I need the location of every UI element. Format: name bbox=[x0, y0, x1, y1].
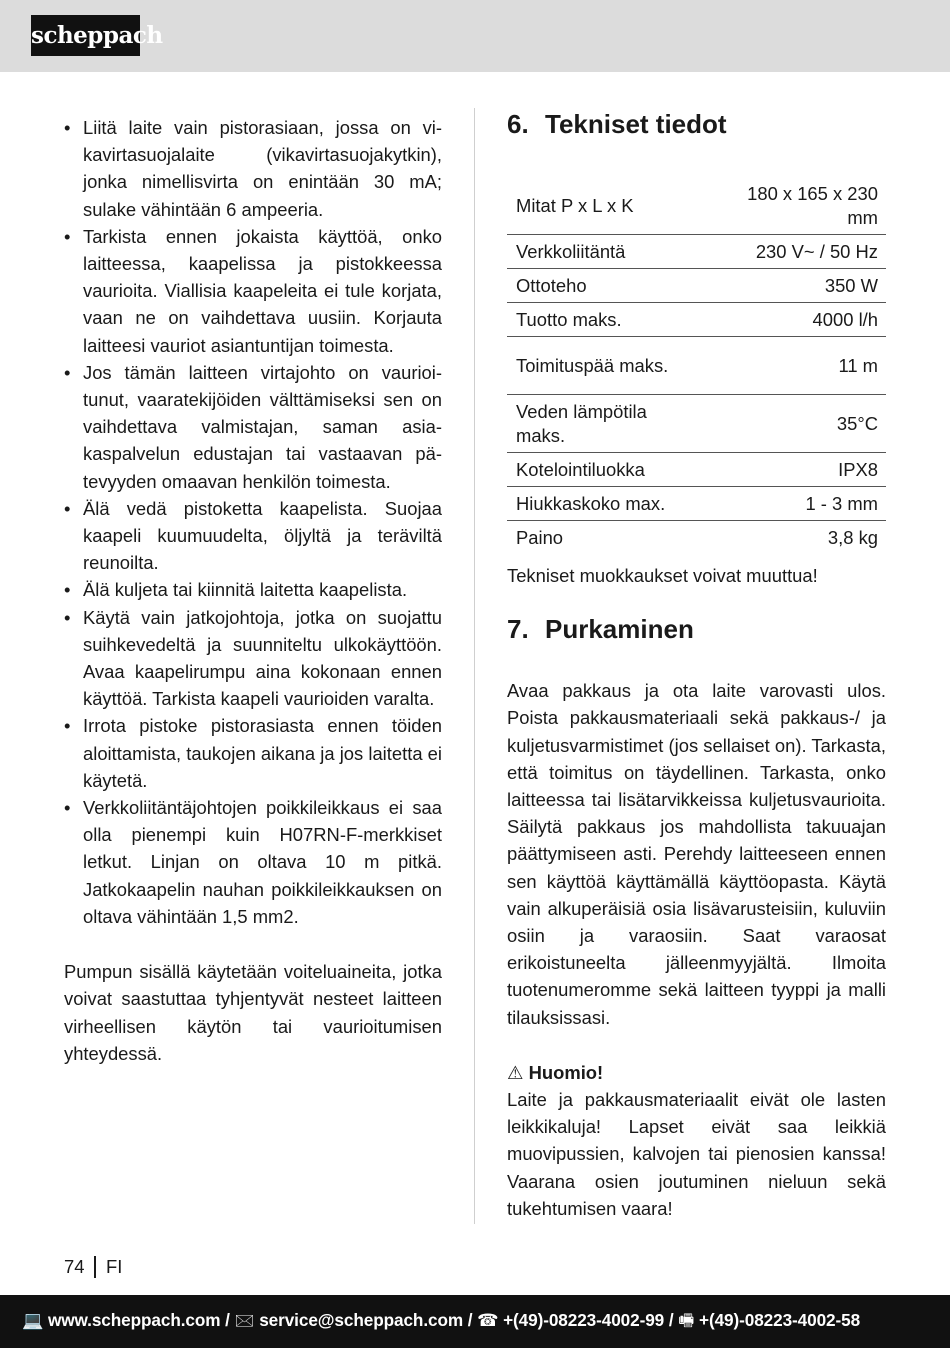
computer-icon: 💻 bbox=[22, 1310, 44, 1330]
lubricant-paragraph: Pumpun sisällä käytetään voiteluaineita, jotka voivat saastuttaa tyhjentyvät nesteet laitteen virheellisen käytön tai vaurioitumisen yhteydessä. bbox=[64, 961, 442, 1064]
spec-label: Tuotto maks. bbox=[507, 303, 707, 337]
footer-email-link[interactable]: service@scheppach.com bbox=[259, 1310, 464, 1330]
spec-row bbox=[507, 177, 886, 235]
spec-row bbox=[507, 487, 886, 521]
safety-bullet-list bbox=[64, 114, 442, 930]
unpacking-paragraph: Avaa pakkaus ja ota laite varovasti ulos. Poista pakkausmateriaali sekä pakkaus-/ ja kuljetusvarmistimet (jos sellaiset on). Tarkasta, että toimitus on täydellinen. Tarkasta, onko laitteessa tai lisätarvikkeissa kuljetusvaurioita. Säilytä pakkaus jos mahdollista takuuajan päättymiseen asti. Perehdy laitteeseen ennen sen käyttöä käyttämällä käyttöopasta. Käytä vain alkuperäisiä osia lisävarusteisiin, kuluviin osiin ja varaosiin. Saat varaosat erikoistuneelta jälleenmyyjältä. Ilmoita tuotenumeromme sekä laitteen tyyppi ja malli tilauksissasi. bbox=[507, 680, 886, 1028]
footer-separator: / bbox=[668, 1310, 674, 1330]
footer-fax: +(49)-08223-4002-58 bbox=[699, 1310, 861, 1330]
spec-value: 4000 l/h bbox=[707, 303, 886, 337]
spec-label: Toimituspää maks. bbox=[507, 337, 707, 395]
section-7-title: Purkaminen bbox=[545, 614, 694, 645]
safety-bullet-item: • Tarkista ennen jokaista käyttöä, onko laitteessa, kaapelissa ja pistokkeessa vaurioita. Viallisia kaapeleita ei tule korjata, vaan ne on vaihdettava uusiin. Korjauta laitteesi vauriot asiantuntijan toimesta. bbox=[64, 223, 442, 359]
page-number-bar bbox=[94, 1256, 96, 1278]
left-column bbox=[64, 114, 442, 1067]
spec-value: 3,8 kg bbox=[827, 527, 878, 548]
scheppach-logo: scheppach bbox=[31, 15, 140, 56]
spec-value: IPX8 bbox=[707, 453, 886, 487]
section-7-number: 7. bbox=[507, 614, 529, 645]
spec-row bbox=[507, 453, 886, 487]
spec-value: 350 W bbox=[707, 269, 886, 303]
spec-table bbox=[507, 177, 886, 554]
safety-bullet-item: • Liitä laite vain pistorasiaan, jossa on vikavirtasuojalaite (vikavirtasuojakytkin), jonka nimellisvirta on enintään 30 mA; sulake vähintään 6 ampeeria. bbox=[64, 114, 442, 223]
safety-bullet-item: • Irrota pistoke pistorasiasta ennen töiden aloittamista, taukojen aikana ja jos laitetta ei käytetä. bbox=[64, 712, 442, 794]
page-header bbox=[0, 0, 950, 72]
spec-row bbox=[507, 269, 886, 303]
footer-website-link[interactable]: www.scheppach.com bbox=[48, 1310, 221, 1330]
spec-row bbox=[507, 337, 886, 395]
safety-bullet-item: • Verkkoliitäntäjohtojen poikkileikkaus ei saa olla pienempi kuin H07RN-F-merkkiset letkut. Linjan on oltava 10 m pitkä. Jatkokaapelin nauhan poikkileikkauksen on oltava vähintään 1,5 mm2. bbox=[64, 794, 442, 930]
column-divider bbox=[474, 108, 475, 1224]
spec-row bbox=[507, 235, 886, 269]
section-6-number: 6. bbox=[507, 109, 529, 139]
footer-separator: / bbox=[467, 1310, 473, 1330]
spec-label: Veden lämpötila maks. bbox=[507, 395, 707, 453]
page-number bbox=[64, 1256, 122, 1278]
spec-row bbox=[507, 521, 886, 555]
safety-bullet-item: • Käytä vain jatkojohtoja, jotka on suojattu suihkevedeltä ja suunniteltu ulkokäyttöön. Avaa kaapelirumpu aina kokonaan ennen käyttöä. Tarkista kaapeli vaurioiden varalta. bbox=[64, 604, 442, 713]
page-language: FI bbox=[105, 1256, 123, 1277]
spec-label: Ottoteho bbox=[507, 269, 707, 303]
spec-label: Verkkoliitäntä bbox=[507, 235, 707, 269]
footer-separator: / bbox=[225, 1310, 230, 1330]
safety-bullet-item: • Jos tämän laitteen virtajohto on vaurioitunut, vaaratekijöiden välttämiseksi sen on vaihdettava valmistajan, saman asiakaspalvelun edustajan tai vastaavan pätevyyden omaavan henkilön toimesta. bbox=[64, 359, 442, 495]
phone-icon: ☎ bbox=[477, 1310, 499, 1330]
page-number-value: 74 bbox=[64, 1256, 85, 1277]
fax-icon: 🖷 bbox=[678, 1310, 695, 1330]
spec-row bbox=[507, 395, 886, 453]
section-7-heading bbox=[507, 609, 886, 649]
spec-label: Paino bbox=[516, 527, 564, 548]
mail-icon: 🖂 bbox=[234, 1310, 255, 1330]
footer-phone: +(49)-08223-4002-99 bbox=[503, 1310, 665, 1330]
safety-bullet-item: • Älä vedä pistoketta kaapelista. Suojaa kaapeli kuumuudelta, öljyltä ja teräviltä reunoilta. bbox=[64, 495, 442, 577]
spec-value: 35°C bbox=[707, 395, 886, 453]
section-6-title: Tekniset tiedot bbox=[545, 109, 727, 139]
spec-label: Hiukkaskoko max. bbox=[507, 487, 707, 521]
spec-label: Kotelointiluokka bbox=[507, 453, 707, 487]
spec-value: 11 m bbox=[707, 337, 886, 395]
safety-bullet-item: • Älä kuljeta tai kiinnitä laitetta kaapelista. bbox=[64, 576, 442, 603]
spec-value: 230 V~ / 50 Hz bbox=[707, 235, 886, 269]
right-column bbox=[507, 104, 886, 1222]
warning-title: ⚠ Huomio! bbox=[507, 1061, 604, 1083]
contact-footer bbox=[0, 1295, 950, 1348]
section-6-heading bbox=[507, 104, 886, 144]
warning-text: Laite ja pakkausmateriaalit eivät ole lasten leikkikaluja! Lapset eivät saa leikkiä muovipussien, kalvojen tai pienosien kanssa! Vaarana osien joutuminen nieluun sekä tukehtumisen vaara! bbox=[507, 1089, 886, 1219]
spec-value: 180 x 165 x 230 mm bbox=[707, 177, 886, 235]
spec-note: Tekniset muokkaukset voivat muuttua! bbox=[507, 565, 818, 586]
spec-row bbox=[507, 303, 886, 337]
spec-label: Mitat P x L x K bbox=[507, 177, 707, 235]
spec-value: 1 - 3 mm bbox=[707, 487, 886, 521]
